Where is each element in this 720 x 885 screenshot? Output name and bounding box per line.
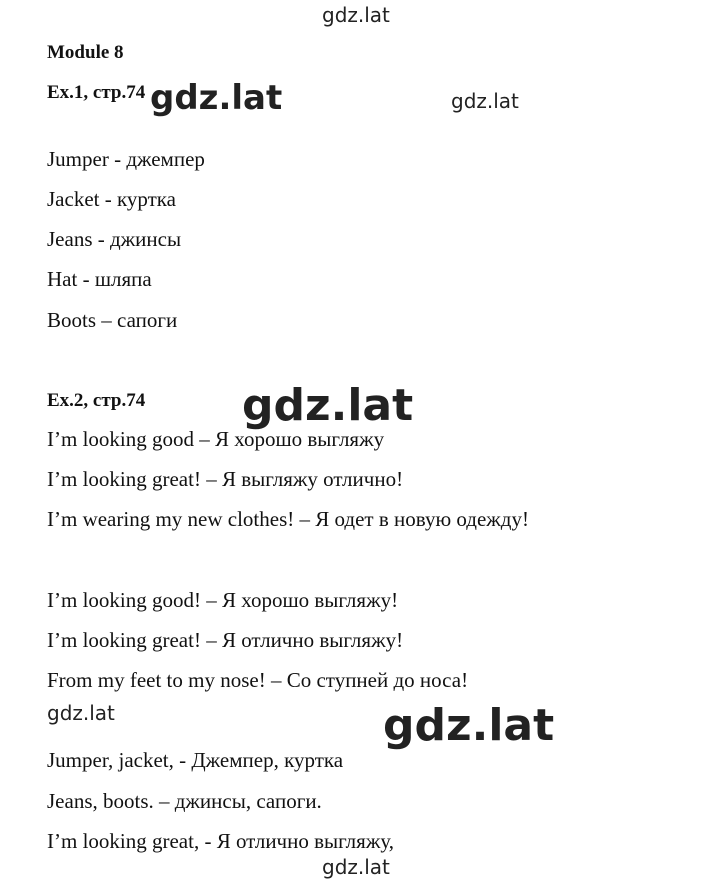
exercise1-line: Jeans - джинсы xyxy=(47,227,182,251)
exercise1-line: Boots – сапоги xyxy=(47,308,178,332)
module-title: Module 8 xyxy=(47,42,124,63)
exercise2-line: From my feet to my nose! – Со ступней до носа! xyxy=(47,668,469,692)
exercise1-line: Jumper - джемпер xyxy=(47,147,205,171)
watermark-inline-ex1: gdz.lat xyxy=(150,78,283,118)
watermark-top: gdz.lat xyxy=(322,3,390,27)
exercise2-line: Jeans, boots. – джинсы, сапоги. xyxy=(47,789,322,813)
watermark-ex2: gdz.lat xyxy=(242,380,414,431)
exercise1-title: Ex.1, стр.74 xyxy=(47,82,146,103)
watermark-right-ex1: gdz.lat xyxy=(451,89,519,113)
exercise2-line: I’m looking good – Я хорошо выгляжу xyxy=(47,427,385,451)
exercise1-line: Jacket - куртка xyxy=(47,187,176,211)
watermark-big-mid: gdz.lat xyxy=(383,700,555,751)
exercise2-line: I’m looking great! – Я отлично выгляжу! xyxy=(47,628,404,652)
exercise2-line: I’m looking great! – Я выгляжу отлично! xyxy=(47,467,404,491)
exercise2-title: Ex.2, стр.74 xyxy=(47,390,146,411)
exercise2-line: I’m wearing my new clothes! – Я одет в новую одежду! xyxy=(47,507,529,531)
exercise2-line: I’m looking good! – Я хорошо выгляжу! xyxy=(47,588,399,612)
watermark-bottom: gdz.lat xyxy=(322,855,390,879)
watermark-left-mid: gdz.lat xyxy=(47,701,115,725)
exercise2-line: Jumper, jacket, - Джемпер, куртка xyxy=(47,748,344,772)
exercise2-line: I’m looking great, - Я отлично выгляжу, xyxy=(47,829,394,853)
exercise1-line: Hat - шляпа xyxy=(47,267,152,291)
